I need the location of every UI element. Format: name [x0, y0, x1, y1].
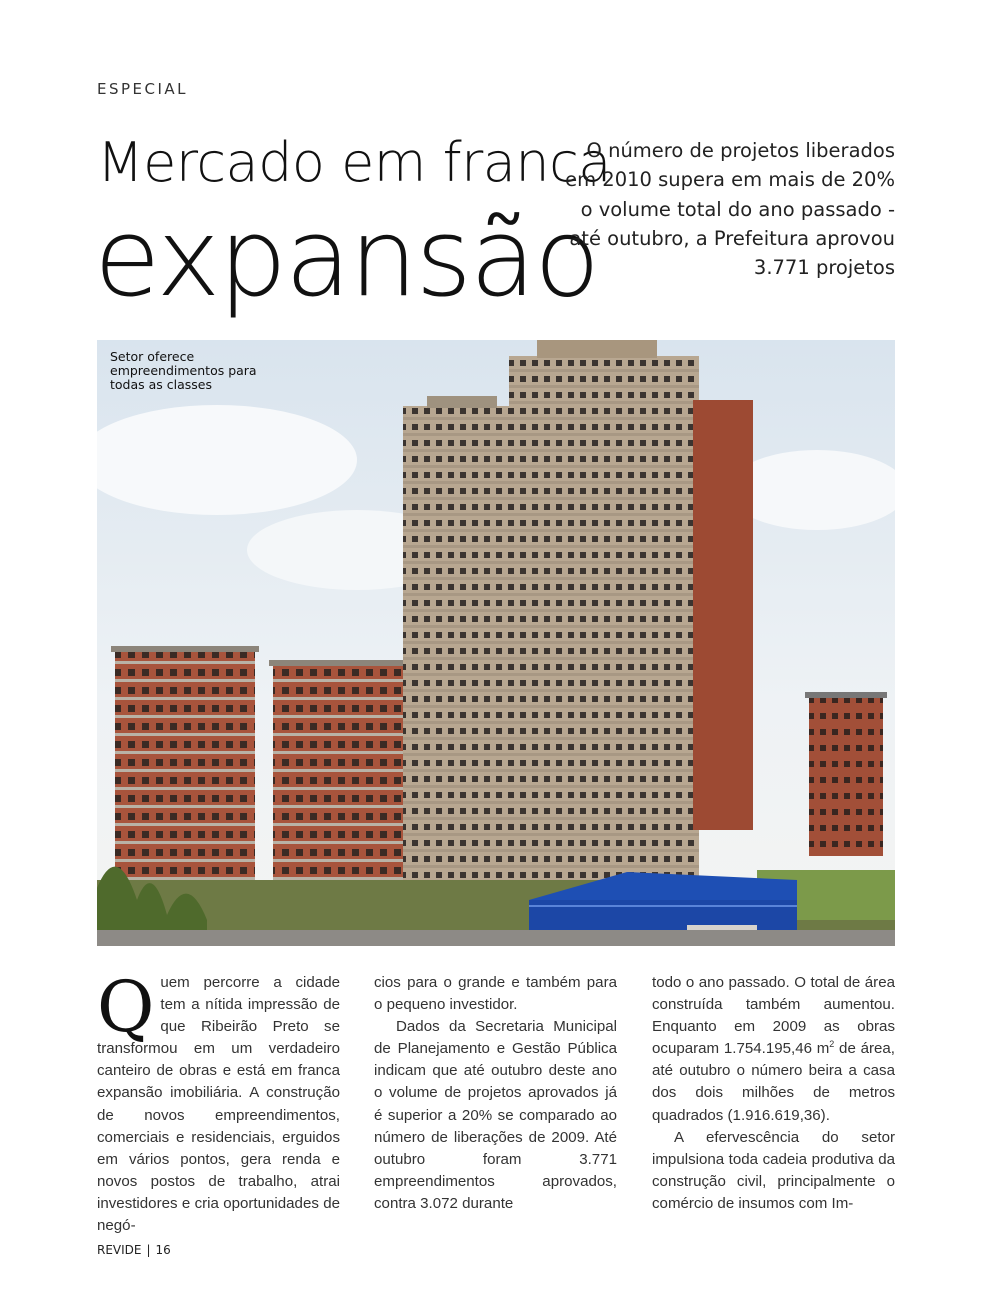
body-column-1	[97, 966, 340, 1237]
headline-line-1: Mercado em franca	[97, 131, 611, 194]
article-photo	[97, 340, 895, 946]
paragraph-3: A efervescência do setor impulsiona toda cadeia produtiva da construção civil, principalmente o comércio de insumos com Im-	[652, 1128, 895, 1212]
page-number: 16	[155, 1243, 171, 1257]
drop-cap: Q	[97, 966, 155, 1048]
page-footer	[97, 1243, 171, 1257]
paragraph-continued: cios para o grande e também para o pequeno investidor.	[374, 974, 617, 1014]
body-column-3	[652, 972, 895, 1215]
section-label: ESPECIAL	[97, 80, 189, 98]
paragraph-2: Dados da Secretaria Municipal de Planejamento e Gestão Pública indicam que até outubro deste ano o volume de projetos aprovados já é superior a 20% se comparado ao número de liberações de 2009. Até outubro foram 3.771 empreendimentos aprovados, contra 3.072 durante	[374, 1018, 617, 1212]
paragraph-continued-2: todo o ano passado. O total de área construída também aumentou. Enquanto em 2009 as obras ocuparam 1.754.195,46 $m^2$ de área, até outubro o número beira a casa dos dois milhões de metros quadrados (1.916.619,36).	[652, 974, 895, 1124]
standfirst: O número de projetos liberados em 2010 supera em mais de 20% o volume total do ano passado - até outubro, a Prefeitura aprovou 3.771 projetos	[565, 139, 895, 280]
headline-line-2: expansão	[94, 196, 599, 321]
photo-caption: Setor oferece empreendimentos para todas as classes	[110, 349, 257, 392]
paragraph-1: uem percorre a cidade tem a nítida impressão de que Ribeirão Preto se transformou em um verdadeiro canteiro de obras e está em franca expansão imobiliária. A construção de novos empreendimentos, comerciais e residenciais, erguidos em vários pontos, gera renda e novos postos de trabalho, atrai investidores e cria oportunidades de negó-	[97, 974, 340, 1235]
body-column-2	[374, 972, 617, 1215]
magazine-name: REVIDE	[97, 1243, 142, 1257]
footer-separator: |	[146, 1243, 151, 1257]
superscript-2: 2	[829, 1039, 835, 1050]
